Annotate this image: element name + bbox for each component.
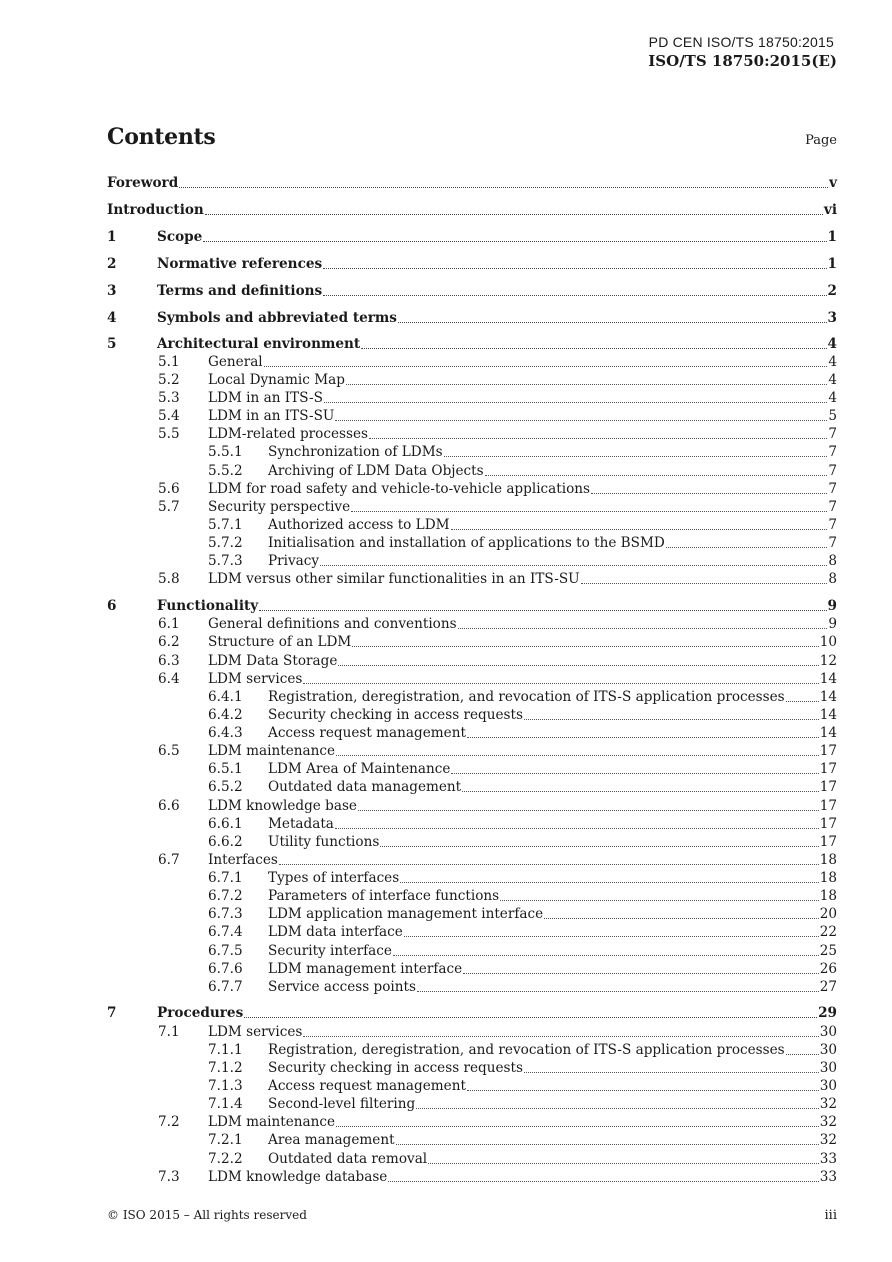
toc-entry-number: 7	[107, 1005, 117, 1021]
toc-entry-title: Interfaces	[208, 852, 278, 868]
toc-entry-page: 5	[828, 408, 837, 424]
toc-dot-leader	[388, 1180, 818, 1182]
toc-entry-number: 6.4	[158, 671, 180, 687]
toc-dot-leader	[335, 419, 827, 421]
toc-entry[interactable]	[107, 425, 837, 443]
toc-entry-page: 7	[828, 463, 837, 479]
toc-entry-number: 2	[107, 256, 117, 272]
toc-entry-page: 26	[819, 961, 837, 977]
toc-dot-leader	[336, 1125, 819, 1127]
toc-entry-title: LDM knowledge base	[208, 798, 357, 814]
toc-entry[interactable]	[107, 1004, 837, 1022]
toc-entry-title: Security perspective	[208, 499, 351, 515]
toc-entry[interactable]	[107, 570, 837, 588]
toc-dot-leader	[303, 1035, 818, 1037]
toc-entry[interactable]	[107, 1077, 837, 1095]
toc-entry-number: 6.7.3	[208, 906, 243, 922]
toc-entry-title: Privacy	[268, 553, 320, 569]
toc-dot-leader	[458, 627, 828, 629]
toc-entry-title: General	[208, 354, 263, 370]
toc-entry-page: 17	[819, 816, 837, 832]
toc-entry[interactable]	[107, 633, 837, 651]
toc-entry[interactable]	[107, 905, 837, 923]
toc-entry-title: Registration, deregistration, and revocation of ITS-S application processes	[268, 689, 785, 705]
toc-entry[interactable]	[107, 1113, 837, 1131]
toc-entry-title: LDM services	[208, 1024, 303, 1040]
toc-entry-page: 2	[827, 283, 837, 299]
toc-dot-leader	[279, 863, 819, 865]
toc-entry-title: Structure of an LDM	[208, 634, 352, 650]
toc-entry-page: 18	[819, 888, 837, 904]
toc-dot-leader	[524, 718, 819, 720]
footer-copyright: © ISO 2015 – All rights reserved	[107, 1208, 307, 1222]
toc-entry-title: Registration, deregistration, and revocation of ITS-S application processes	[268, 1042, 785, 1058]
toc-entry-number: 5.5.1	[208, 444, 243, 460]
toc-entry-title: LDM data interface	[268, 924, 403, 940]
toc-entry[interactable]	[107, 371, 837, 389]
toc-entry-number: 5.4	[158, 408, 180, 424]
toc-entry-page: 3	[827, 310, 837, 326]
toc-entry-number: 5.3	[158, 390, 180, 406]
toc-entry[interactable]	[107, 534, 837, 552]
toc-entry-number: 6.5	[158, 743, 180, 759]
toc-entry-page: 25	[819, 943, 837, 959]
toc-entry-number: 5.6	[158, 481, 180, 497]
toc-entry[interactable]	[107, 597, 837, 615]
toc-entry-title: Functionality	[157, 598, 259, 614]
toc-entry-title: Security interface	[268, 943, 392, 959]
toc-entry[interactable]	[107, 652, 837, 670]
toc-dot-leader	[358, 809, 819, 811]
toc-entry-number: 1	[107, 229, 117, 245]
toc-entry-title: Outdated data removal	[268, 1151, 428, 1167]
toc-dot-leader	[393, 954, 819, 956]
toc-entry-title: LDM in an ITS-SU	[208, 408, 335, 424]
toc-entry[interactable]	[107, 1095, 837, 1113]
toc-entry[interactable]	[107, 552, 837, 570]
toc-dot-leader	[467, 1089, 819, 1091]
toc-entry-page: 18	[819, 870, 837, 886]
toc-entry-page: 4	[828, 390, 837, 406]
toc-entry-page: 32	[819, 1096, 837, 1112]
toc-entry[interactable]	[107, 670, 837, 688]
toc-entry-number: 6.7.7	[208, 979, 243, 995]
toc-entry[interactable]	[107, 407, 837, 425]
toc-entry-title: LDM services	[208, 671, 303, 687]
toc-entry[interactable]	[107, 462, 837, 480]
toc-entry[interactable]	[107, 923, 837, 941]
toc-entry[interactable]	[107, 353, 837, 371]
footer-page-number: iii	[824, 1208, 837, 1223]
toc-entry-page: 33	[819, 1169, 837, 1185]
toc-entry-page: 4	[828, 372, 837, 388]
toc-entry-number: 6.6.1	[208, 816, 243, 832]
toc-entry-number: 5	[107, 336, 117, 352]
toc-dot-leader	[666, 546, 828, 548]
toc-entry[interactable]	[107, 201, 837, 219]
toc-entry-number: 5.2	[158, 372, 180, 388]
toc-dot-leader	[524, 1071, 819, 1073]
toc-entry-page: 27	[819, 979, 837, 995]
toc-entry[interactable]	[107, 335, 837, 353]
toc-dot-leader	[352, 645, 818, 647]
toc-entry[interactable]	[107, 282, 837, 300]
toc-entry[interactable]	[107, 615, 837, 633]
toc-entry-title: Architectural environment	[157, 336, 361, 352]
toc-dot-leader	[396, 1143, 819, 1145]
toc-entry-page: 7	[828, 499, 837, 515]
toc-entry-title: LDM management interface	[268, 961, 463, 977]
toc-entry-page: 17	[819, 798, 837, 814]
toc-entry-number: 7.2	[158, 1114, 180, 1130]
toc-dot-leader	[259, 609, 826, 611]
contents-title: Contents	[107, 124, 216, 150]
toc-entry-title: General definitions and conventions	[208, 616, 457, 632]
toc-dot-leader	[467, 736, 819, 738]
toc-entry-page: 22	[819, 924, 837, 940]
toc-entry[interactable]	[107, 1168, 837, 1186]
toc-dot-leader	[500, 899, 819, 901]
toc-entry-title: Synchronization of LDMs	[268, 444, 443, 460]
header-standard-id: PD CEN ISO/TS 18750:2015	[648, 34, 834, 50]
toc-entry-page: 17	[819, 834, 837, 850]
toc-entry-number: 6.7.2	[208, 888, 243, 904]
toc-entry-title: Local Dynamic Map	[208, 372, 345, 388]
toc-entry-number: 6.4.2	[208, 707, 243, 723]
toc-entry[interactable]	[107, 516, 837, 534]
toc-entry-number: 5.8	[158, 571, 180, 587]
toc-dot-leader	[462, 790, 819, 792]
toc-dot-leader	[380, 845, 818, 847]
toc-entry-page: 20	[819, 906, 837, 922]
toc-entry-title: Symbols and abbreviated terms	[157, 310, 397, 326]
toc-entry[interactable]	[107, 688, 837, 706]
toc-entry[interactable]	[107, 1150, 837, 1168]
toc-entry-page: 8	[828, 553, 837, 569]
toc-entry-title: LDM-related processes	[208, 426, 368, 442]
toc-dot-leader	[320, 564, 827, 566]
toc-entry-title: LDM versus other similar functionalities in an ITS-SU	[208, 571, 580, 587]
toc-entry-number: 5.1	[158, 354, 180, 370]
toc-entry-number: 6.6	[158, 798, 180, 814]
toc-entry-page: 32	[819, 1114, 837, 1130]
toc-dot-leader	[417, 990, 819, 992]
toc-entry-number: 5.7	[158, 499, 180, 515]
toc-entry-page: 14	[819, 707, 837, 723]
toc-entry[interactable]	[107, 887, 837, 905]
toc-entry-number: 6.3	[158, 653, 180, 669]
toc-dot-leader	[323, 294, 826, 296]
toc-entry-number: 7.2.1	[208, 1132, 243, 1148]
toc-entry-title: Security checking in access requests	[268, 707, 523, 723]
toc-dot-leader	[485, 474, 828, 476]
toc-entry[interactable]	[107, 942, 837, 960]
toc-dot-leader	[336, 754, 819, 756]
toc-entry-number: 5.5	[158, 426, 180, 442]
toc-entry-page: 32	[819, 1132, 837, 1148]
toc-entry-page: 7	[828, 444, 837, 460]
toc-entry-title: Procedures	[157, 1005, 244, 1021]
toc-entry-title: LDM knowledge database	[208, 1169, 388, 1185]
toc-dot-leader	[463, 972, 819, 974]
toc-entry[interactable]	[107, 309, 837, 327]
toc-entry-number: 7.1.3	[208, 1078, 243, 1094]
toc-entry-title: Second-level filtering	[268, 1096, 416, 1112]
toc-entry-page: 4	[828, 354, 837, 370]
toc-entry-title: Area management	[268, 1132, 395, 1148]
toc-entry-number: 6	[107, 598, 117, 614]
toc-entry-page: 9	[828, 616, 837, 632]
toc-dot-leader	[451, 528, 828, 530]
toc-entry-title: Access request management	[268, 1078, 466, 1094]
toc-entry[interactable]	[107, 742, 837, 760]
toc-entry-number: 6.7.4	[208, 924, 243, 940]
page-column-label: Page	[805, 133, 837, 148]
toc-entry[interactable]	[107, 869, 837, 887]
toc-dot-leader	[346, 383, 827, 385]
toc-dot-leader	[351, 510, 827, 512]
toc-entry-number: 3	[107, 283, 117, 299]
toc-entry-page: vi	[823, 202, 837, 218]
toc-entry-title: LDM maintenance	[208, 743, 336, 759]
toc-entry-title: Authorized access to LDM	[268, 517, 450, 533]
toc-dot-leader	[591, 492, 827, 494]
toc-entry-number: 6.6.2	[208, 834, 243, 850]
toc-entry-page: 33	[819, 1151, 837, 1167]
toc-entry-page: 7	[828, 426, 837, 442]
toc-entry-number: 6.4.1	[208, 689, 243, 705]
toc-entry-number: 7.1.4	[208, 1096, 243, 1112]
toc-entry-title: LDM Data Storage	[208, 653, 338, 669]
toc-entry-title: LDM in an ITS-S	[208, 390, 323, 406]
toc-entry-title: Initialisation and installation of applications to the BSMD	[268, 535, 665, 551]
toc-entry[interactable]	[107, 1131, 837, 1149]
toc-entry-number: 4	[107, 310, 117, 326]
toc-entry-page: 8	[828, 571, 837, 587]
toc-entry[interactable]	[107, 498, 837, 516]
toc-entry-page: 29	[818, 1005, 837, 1021]
toc-entry-title: Terms and definitions	[157, 283, 323, 299]
toc-entry-title: Introduction	[107, 202, 204, 218]
toc-entry-title: Normative references	[157, 256, 323, 272]
toc-entry-page: 17	[819, 779, 837, 795]
toc-dot-leader	[205, 213, 823, 215]
toc-entry-number: 6.7.6	[208, 961, 243, 977]
toc-entry[interactable]	[107, 480, 837, 498]
toc-entry[interactable]	[107, 255, 837, 273]
toc-entry[interactable]	[107, 851, 837, 869]
toc-entry[interactable]	[107, 815, 837, 833]
toc-entry[interactable]	[107, 833, 837, 851]
toc-entry-title: LDM application management interface	[268, 906, 544, 922]
toc-entry-number: 7.1	[158, 1024, 180, 1040]
toc-entry-page: 4	[827, 336, 837, 352]
toc-entry-page: 30	[819, 1078, 837, 1094]
toc-entry[interactable]	[107, 1041, 837, 1059]
toc-entry-title: Metadata	[268, 816, 334, 832]
toc-entry-page: 17	[819, 761, 837, 777]
toc-dot-leader	[303, 682, 818, 684]
toc-entry-page: 17	[819, 743, 837, 759]
toc-dot-leader	[544, 917, 819, 919]
toc-dot-leader	[203, 240, 826, 242]
toc-entry[interactable]	[107, 1059, 837, 1077]
toc-entry-number: 6.7.5	[208, 943, 243, 959]
toc-entry-number: 6.7.1	[208, 870, 243, 886]
toc-entry-page: 18	[819, 852, 837, 868]
toc-dot-leader	[581, 582, 828, 584]
toc-dot-leader	[179, 186, 828, 188]
toc-dot-leader	[361, 347, 826, 349]
toc-dot-leader	[451, 772, 818, 774]
toc-entry[interactable]	[107, 389, 837, 407]
toc-entry-page: v	[829, 175, 837, 191]
toc-entry-title: Utility functions	[268, 834, 380, 850]
toc-entry-page: 7	[828, 481, 837, 497]
toc-entry-page: 30	[819, 1024, 837, 1040]
toc-entry-title: Types of interfaces	[268, 870, 400, 886]
toc-entry-number: 6.1	[158, 616, 180, 632]
toc-entry[interactable]	[107, 706, 837, 724]
toc-dot-leader	[398, 321, 827, 323]
toc-entry-page: 7	[828, 517, 837, 533]
toc-entry[interactable]	[107, 797, 837, 815]
toc-entry-page: 9	[827, 598, 837, 614]
toc-entry-page: 14	[819, 725, 837, 741]
toc-dot-leader	[786, 1053, 819, 1055]
toc-entry-page: 1	[827, 256, 837, 272]
toc-entry-page: 14	[819, 671, 837, 687]
toc-entry-number: 5.5.2	[208, 463, 243, 479]
toc-entry-title: LDM for road safety and vehicle-to-vehicle applications	[208, 481, 590, 497]
toc-entry[interactable]	[107, 174, 837, 192]
toc-entry-title: Archiving of LDM Data Objects	[268, 463, 484, 479]
toc-entry[interactable]	[107, 978, 837, 996]
toc-entry-number: 5.7.3	[208, 553, 243, 569]
toc-entry-title: Service access points	[268, 979, 416, 995]
toc-entry-number: 7.1.1	[208, 1042, 243, 1058]
toc-dot-leader	[369, 437, 827, 439]
toc-dot-leader	[786, 700, 819, 702]
toc-entry-number: 6.7	[158, 852, 180, 868]
toc-entry-title: LDM Area of Maintenance	[268, 761, 451, 777]
toc-entry-page: 14	[819, 689, 837, 705]
toc-dot-leader	[400, 881, 818, 883]
toc-entry-page: 12	[819, 653, 837, 669]
toc-entry-number: 6.5.2	[208, 779, 243, 795]
toc-dot-leader	[335, 827, 819, 829]
toc-entry[interactable]	[107, 1023, 837, 1041]
toc-entry-title: Scope	[157, 229, 203, 245]
toc-entry[interactable]	[107, 443, 837, 461]
toc-dot-leader	[324, 401, 827, 403]
toc-entry[interactable]	[107, 760, 837, 778]
toc-entry-title: Outdated data management	[268, 779, 462, 795]
toc-entry-number: 7.3	[158, 1169, 180, 1185]
toc-entry-page: 1	[827, 229, 837, 245]
toc-dot-leader	[428, 1162, 819, 1164]
toc-entry-number: 6.5.1	[208, 761, 243, 777]
toc-entry-page: 10	[819, 634, 837, 650]
toc-entry-title: Foreword	[107, 175, 179, 191]
toc-entry-number: 7.1.2	[208, 1060, 243, 1076]
toc-dot-leader	[404, 935, 819, 937]
header-document-id: ISO/TS 18750:2015(E)	[648, 52, 837, 70]
toc-entry-number: 5.7.1	[208, 517, 243, 533]
toc-dot-leader	[444, 455, 828, 457]
toc-dot-leader	[338, 664, 818, 666]
toc-dot-leader	[416, 1107, 818, 1109]
toc-dot-leader	[264, 365, 828, 367]
toc-entry-page: 7	[828, 535, 837, 551]
toc-entry-number: 6.2	[158, 634, 180, 650]
toc-entry-page: 30	[819, 1060, 837, 1076]
toc-entry[interactable]	[107, 960, 837, 978]
toc-dot-leader	[323, 267, 826, 269]
toc-entry[interactable]	[107, 228, 837, 246]
toc-entry-title: Access request management	[268, 725, 466, 741]
toc-entry-page: 30	[819, 1042, 837, 1058]
toc-entry-title: Parameters of interface functions	[268, 888, 500, 904]
toc-entry-title: Security checking in access requests	[268, 1060, 523, 1076]
toc-entry-number: 6.4.3	[208, 725, 243, 741]
toc-dot-leader	[244, 1016, 817, 1018]
toc-entry[interactable]	[107, 778, 837, 796]
toc-entry-number: 5.7.2	[208, 535, 243, 551]
toc-entry-number: 7.2.2	[208, 1151, 243, 1167]
toc-entry-title: LDM maintenance	[208, 1114, 336, 1130]
toc-entry[interactable]	[107, 724, 837, 742]
